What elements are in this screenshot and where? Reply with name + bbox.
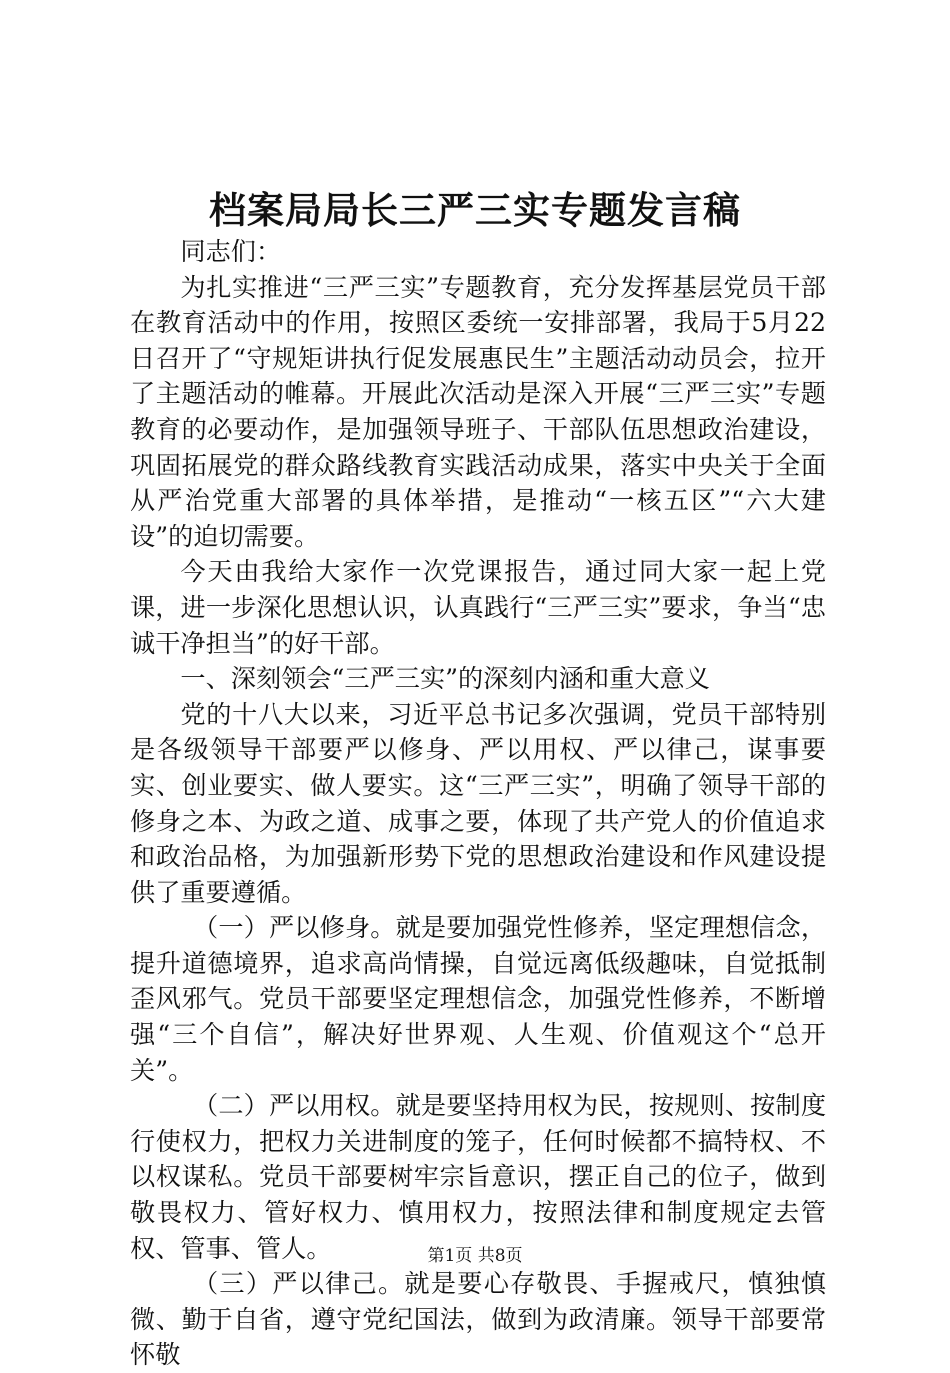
paragraph-item-2: （二）严以用权。就是要坚持用权为民，按规则、按制度行使权力，把权力关进制度的笼子，任何时候都不搞特权、不以权谋私。党员干部要树牢宗旨意识，摆正自己的位子，做到敬畏权力、管好权力、慎用权力，按照法律和制度规定去管权、管事、管人。 (130, 1091, 826, 1263)
salutation: 同志们： (180, 237, 282, 266)
page-footer: 第1页 共8页 (427, 1246, 523, 1266)
paragraph-item-3: （三）严以律己。就是要心存敬畏、手握戒尺，慎独慎微、勤于自省，遵守党纪国法，做到为政清廉。领导干部要常怀敬 (130, 1269, 826, 1370)
section-heading-1: 一、深刻领会“三严三实”的深刻内涵和重大意义 (180, 664, 710, 694)
paragraph-significance: 党的十八大以来，习近平总书记多次强调，党员干部特别是各级领导干部要严以修身、严以用权、严以律己，谋事要实、创业要实、做人要实。这“三严三实”，明确了领导干部的修身之本、为政之道、成事之要，体现了共产党人的价值追求和政治品格，为加强新形势下党的思想政治建设和作风建设提供了重要遵循。 (130, 699, 826, 907)
paragraph-intro: 为扎实推进“三严三实”专题教育，充分发挥基层党员干部在教育活动中的作用，按照区委统一安排部署，我局于5月22日召开了“守规矩讲执行促发展惠民生”主题活动动员会，拉开了主题活动的帷幕。开展此次活动是深入开展“三严三实”专题教育的必要动作，是加强领导班子、干部队伍思想政治建设，巩固拓展党的群众路线教育实践活动成果，落实中央关于全面从严治党重大部署的具体举措，是推动“一核五区”“六大建设”的迫切需要。 (130, 272, 826, 551)
paragraph-purpose: 今天由我给大家作一次党课报告，通过同大家一起上党课，进一步深化思想认识，认真践行“三严三实”要求，争当“忠诚干净担当”的好干部。 (130, 557, 826, 658)
paragraph-item-1: （一）严以修身。就是要加强党性修养，坚定理想信念，提升道德境界，追求高尚情操，自觉远离低级趣味，自觉抵制歪风邪气。党员干部要坚定理想信念，加强党性修养，不断增强“三个自信”，解决好世界观、人生观、价值观这个“总开关”。 (130, 913, 826, 1085)
document-body (130, 234, 826, 1373)
document-title: 档案局局长三严三实专题发言稿 (209, 188, 741, 232)
